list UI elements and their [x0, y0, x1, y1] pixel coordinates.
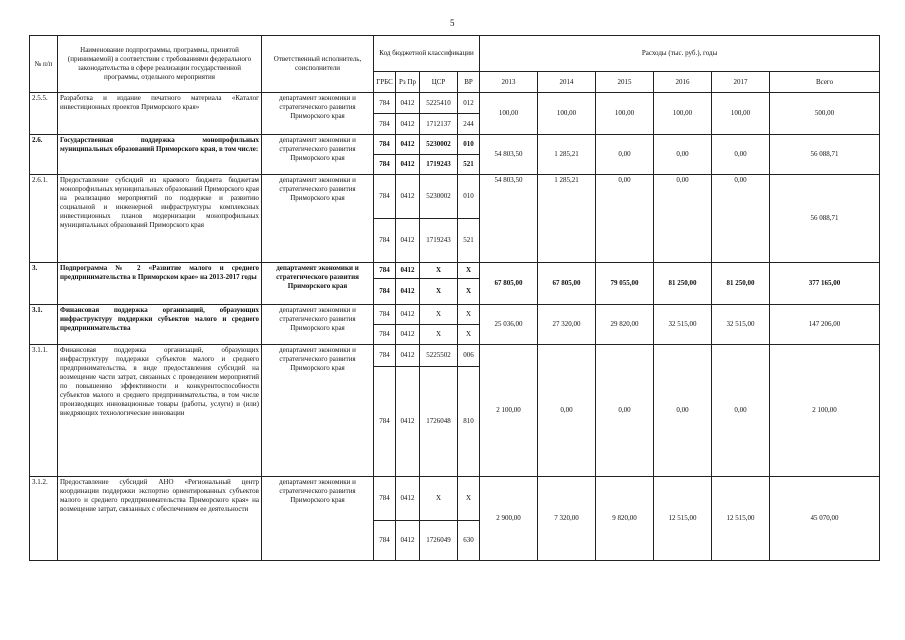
- value-2013: 2 900,00: [480, 477, 538, 561]
- code-rzpr: 0412: [396, 263, 420, 279]
- code-vr: 006: [458, 345, 480, 367]
- row-num: 2.6.1.: [30, 175, 58, 263]
- row-num: 2.6.: [30, 135, 58, 175]
- code-grbs: 784: [374, 521, 396, 561]
- value-2014: 100,00: [538, 93, 596, 135]
- code-csr: X: [420, 325, 458, 345]
- code-rzpr: 0412: [396, 345, 420, 367]
- row-executor: департамент экономики и стратегического развития Приморского края: [262, 175, 374, 263]
- header-name: Наименование подпрограммы, программы, принятой (принимаемой) в соответствии с требованиями федерального законодательства в сфере реализации государственной программы, отдельного мероприятия: [58, 36, 262, 93]
- value-2013: 25 036,00: [480, 305, 538, 345]
- value-2017: 12 515,00: [712, 477, 770, 561]
- value-2016: 100,00: [654, 93, 712, 135]
- value-total: 2 100,00: [770, 345, 880, 477]
- row-num: 3.1.1.: [30, 345, 58, 477]
- value-2013: 54 803,50: [480, 175, 538, 263]
- code-grbs: 784: [374, 477, 396, 521]
- row-num: 2.5.5.: [30, 93, 58, 135]
- value-2015: 9 820,00: [596, 477, 654, 561]
- value-2015: 100,00: [596, 93, 654, 135]
- header-executor: Ответственный исполнитель, соисполнители: [262, 36, 374, 93]
- header-2013: 2013: [480, 72, 538, 93]
- header-csr: ЦСР: [420, 72, 458, 93]
- value-2017: 0,00: [712, 345, 770, 477]
- table-row: [30, 93, 880, 114]
- code-vr: X: [458, 477, 480, 521]
- header-grbs: ГРБС: [374, 72, 396, 93]
- value-2016: 12 515,00: [654, 477, 712, 561]
- code-rzpr: 0412: [396, 477, 420, 521]
- code-csr: X: [420, 263, 458, 279]
- value-2015: 0,00: [596, 345, 654, 477]
- value-total: 500,00: [770, 93, 880, 135]
- code-csr: 1726048: [420, 367, 458, 477]
- value-2013: 2 100,00: [480, 345, 538, 477]
- code-rzpr: 0412: [396, 219, 420, 263]
- table-row: [30, 477, 880, 521]
- value-2015: 79 055,00: [596, 263, 654, 305]
- value-2015: 29 820,00: [596, 305, 654, 345]
- table-row: [30, 135, 880, 155]
- value-2016: 32 515,00: [654, 305, 712, 345]
- header-expenses-group: Расходы (тыс. руб.), годы: [480, 36, 880, 72]
- code-rzpr: 0412: [396, 279, 420, 305]
- code-csr: X: [420, 305, 458, 325]
- code-vr: X: [458, 305, 480, 325]
- value-2017: 0,00: [712, 135, 770, 175]
- code-rzpr: 0412: [396, 367, 420, 477]
- header-2016: 2016: [654, 72, 712, 93]
- code-vr: 010: [458, 135, 480, 155]
- row-executor: департамент экономики и стратегического развития Приморского края: [262, 93, 374, 135]
- code-rzpr: 0412: [396, 521, 420, 561]
- code-vr: X: [458, 279, 480, 305]
- budget-table: [29, 35, 880, 561]
- code-rzpr: 0412: [396, 155, 420, 175]
- code-rzpr: 0412: [396, 114, 420, 135]
- value-2014: 1 285,21: [538, 135, 596, 175]
- code-rzpr: 0412: [396, 93, 420, 114]
- value-2016: 0,00: [654, 175, 712, 263]
- code-vr: 521: [458, 155, 480, 175]
- code-grbs: 784: [374, 175, 396, 219]
- header-rzpr: Рз Пр: [396, 72, 420, 93]
- code-grbs: 784: [374, 93, 396, 114]
- row-executor: департамент экономики и стратегического развития Приморского края: [262, 135, 374, 175]
- code-grbs: 784: [374, 367, 396, 477]
- code-grbs: 784: [374, 305, 396, 325]
- code-vr: 630: [458, 521, 480, 561]
- code-csr: 5230002: [420, 135, 458, 155]
- value-2014: 7 320,00: [538, 477, 596, 561]
- code-rzpr: 0412: [396, 135, 420, 155]
- value-2017: 81 250,00: [712, 263, 770, 305]
- header-code-group: Код бюджетной классификации: [374, 36, 480, 72]
- row-executor: департамент экономики и стратегического развития Приморского края: [262, 263, 374, 305]
- code-rzpr: 0412: [396, 325, 420, 345]
- value-total: 45 070,00: [770, 477, 880, 561]
- value-2017: 100,00: [712, 93, 770, 135]
- row-name: Предоставление субсидий из краевого бюджета бюджетам монопрофильных муниципальных образований Приморского края на реализацию мероприятий по поддержке и развитию социальной и инженерной инфраструктуры комплексных инвестиционных планов модернизации монопрофильных муниципальных образований Приморского края: [58, 175, 262, 263]
- value-2016: 0,00: [654, 135, 712, 175]
- code-grbs: 784: [374, 219, 396, 263]
- value-2013: 67 805,00: [480, 263, 538, 305]
- code-csr: 5225410: [420, 93, 458, 114]
- value-2015: 0,00: [596, 135, 654, 175]
- code-csr: 1719243: [420, 219, 458, 263]
- code-rzpr: 0412: [396, 305, 420, 325]
- code-vr: 810: [458, 367, 480, 477]
- value-total: 56 088,71: [770, 135, 880, 175]
- code-csr: 1719243: [420, 155, 458, 175]
- table-row: [30, 345, 880, 367]
- code-grbs: 784: [374, 325, 396, 345]
- code-grbs: 784: [374, 345, 396, 367]
- value-2014: 1 285,21: [538, 175, 596, 263]
- row-executor: департамент экономики и стратегического развития Приморского края: [262, 305, 374, 345]
- code-vr: 521: [458, 219, 480, 263]
- row-name: Подпрограмма № 2 «Развитие малого и среднего предпринимательства в Приморском крае» на 2013-2017 годы: [58, 263, 262, 305]
- code-grbs: 784: [374, 155, 396, 175]
- value-2014: 27 320,00: [538, 305, 596, 345]
- code-grbs: 784: [374, 263, 396, 279]
- value-2013: 100,00: [480, 93, 538, 135]
- table-row: [30, 305, 880, 325]
- value-2016: 0,00: [654, 345, 712, 477]
- value-2013: 54 803,50: [480, 135, 538, 175]
- header-2014: 2014: [538, 72, 596, 93]
- code-csr: 5225502: [420, 345, 458, 367]
- table-row: [30, 175, 880, 219]
- value-2014: 0,00: [538, 345, 596, 477]
- row-name: Разработка и издание печатного материала «Каталог инвестиционных проектов Приморского края»: [58, 93, 262, 135]
- value-2016: 81 250,00: [654, 263, 712, 305]
- value-2017: 0,00: [712, 175, 770, 263]
- row-name: Финансовая поддержка организаций, образующих инфраструктуру поддержки субъектов малого и среднего предпринимательства, в виде предоставления субсидий на возмещение части затрат, связанных с проведением мероприятий по повышению эффективности и конкурентоспособности субъектов малого и среднего предпринимательства, в том числе производящих инновационные товары (работы, услуги) и (или) внедряющих технологические инновации: [58, 345, 262, 477]
- row-name: Государственная поддержка монопрофильных муниципальных образований Приморского края, в том числе:: [58, 135, 262, 175]
- header-total: Всего: [770, 72, 880, 93]
- value-total: 377 165,00: [770, 263, 880, 305]
- code-vr: X: [458, 263, 480, 279]
- value-2017: 32 515,00: [712, 305, 770, 345]
- header-2015: 2015: [596, 72, 654, 93]
- code-csr: 1726049: [420, 521, 458, 561]
- row-num: 3.1.2.: [30, 477, 58, 561]
- code-grbs: 784: [374, 279, 396, 305]
- row-num: 3.1.: [30, 305, 58, 345]
- code-grbs: 784: [374, 135, 396, 155]
- code-csr: X: [420, 279, 458, 305]
- code-vr: 012: [458, 93, 480, 114]
- value-2015: 0,00: [596, 175, 654, 263]
- page-number: 5: [450, 18, 455, 28]
- header-num: № п/п: [30, 36, 58, 93]
- code-csr: X: [420, 477, 458, 521]
- row-executor: департамент экономики и стратегического развития Приморского края: [262, 477, 374, 561]
- value-2014: 67 805,00: [538, 263, 596, 305]
- code-vr: X: [458, 325, 480, 345]
- row-name: Предоставление субсидий АНО «Региональный центр координации поддержки экспортно ориентированных субъектов малого и среднего предпринимательства Приморского края» на возмещение затрат, связанных с обеспечением ее деятельности: [58, 477, 262, 561]
- header-vr: ВР: [458, 72, 480, 93]
- header-2017: 2017: [712, 72, 770, 93]
- code-csr: 1712137: [420, 114, 458, 135]
- value-total: 56 088,71: [770, 175, 880, 263]
- code-rzpr: 0412: [396, 175, 420, 219]
- code-vr: 010: [458, 175, 480, 219]
- row-num: 3.: [30, 263, 58, 305]
- code-grbs: 784: [374, 114, 396, 135]
- row-name: Финансовая поддержка организаций, образующих инфраструктуру поддержки субъектов малого и среднего предпринимательства: [58, 305, 262, 345]
- code-csr: 5230002: [420, 175, 458, 219]
- code-vr: 244: [458, 114, 480, 135]
- row-executor: департамент экономики и стратегического развития Приморского края: [262, 345, 374, 477]
- table-row: [30, 263, 880, 279]
- value-total: 147 206,00: [770, 305, 880, 345]
